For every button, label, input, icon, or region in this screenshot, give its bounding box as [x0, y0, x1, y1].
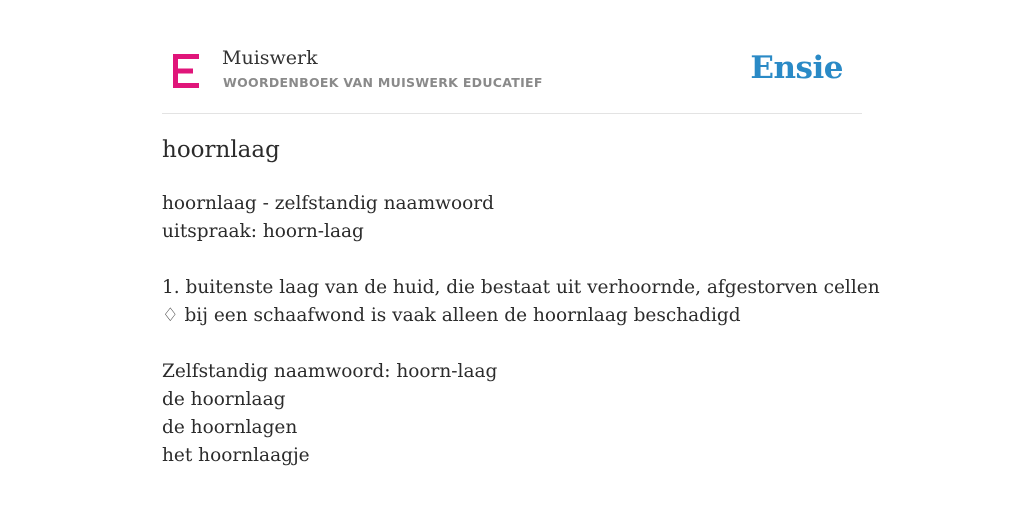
ensie-logo[interactable]: Ensie	[750, 50, 843, 86]
brand-name[interactable]: Muiswerk	[222, 47, 318, 69]
entry-line-blank	[162, 246, 862, 274]
entry-line-singular: de hoornlaag	[162, 389, 286, 410]
entry-line-plural: de hoornlagen	[162, 417, 298, 438]
entry-content	[162, 190, 880, 470]
page-title: hoornlaag	[162, 137, 280, 163]
entry-line-noun-heading: Zelfstandig naamwoord: hoorn-laag	[162, 361, 498, 382]
entry-line-diminutive: het hoornlaagje	[162, 445, 310, 466]
entry-line-blank	[162, 330, 862, 358]
entry-line-definition: 1. buitenste laag van de huid, die bestaat uit verhoornde, afgestorven cellen	[162, 277, 880, 298]
entry-line-example: ♢ bij een schaafwond is vaak alleen de hoornlaag beschadigd	[162, 305, 741, 326]
brand-subtitle: WOORDENBOEK VAN MUISWERK EDUCATIEF	[223, 75, 543, 90]
header	[162, 36, 862, 114]
muiswerk-logo-icon[interactable]	[173, 54, 201, 88]
entry-line-pronunciation: uitspraak: hoorn-laag	[162, 221, 364, 242]
entry-line-word-class: hoornlaag - zelfstandig naamwoord	[162, 193, 494, 214]
